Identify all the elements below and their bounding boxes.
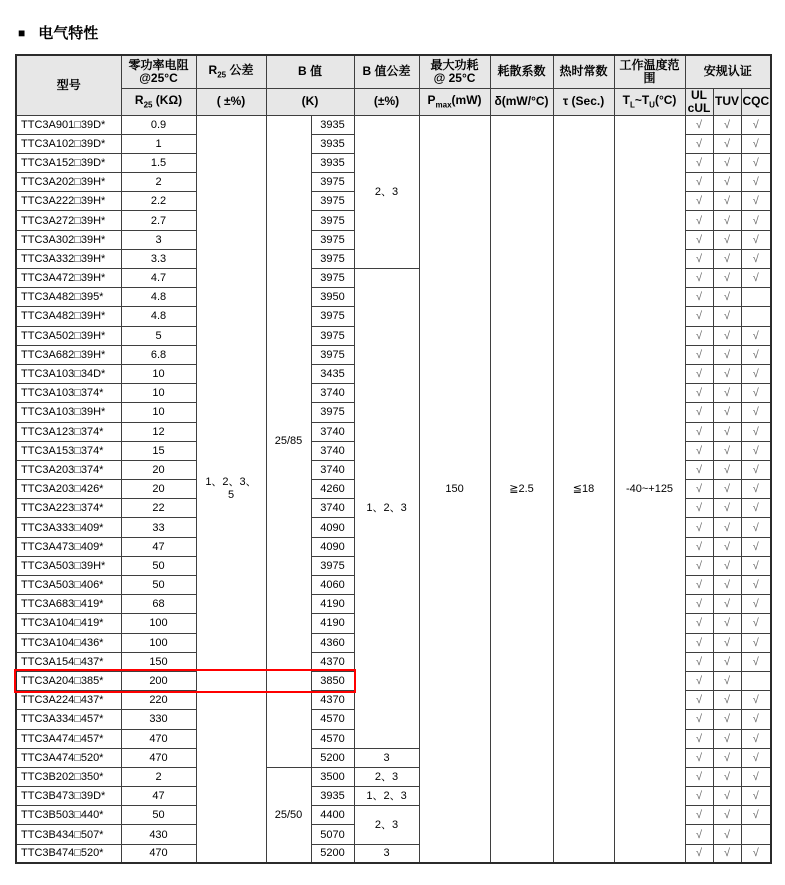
cert-cqc-cell: √ [741,269,771,288]
cert-tuv-cell: √ [713,787,741,806]
b-value-cell: 4090 [311,537,354,556]
r25-cell: 200 [121,671,196,690]
cert-tuv-cell: √ [713,844,741,863]
r25-cell: 50 [121,576,196,595]
cert-ul-cell: √ [685,460,713,479]
cert-cqc-cell [741,671,771,690]
table-row [16,115,771,134]
b-value-cell: 3975 [311,192,354,211]
b-value-cell: 4370 [311,652,354,671]
cert-ul-cell: √ [685,134,713,153]
b-value-cell: 4090 [311,518,354,537]
r25-cell: 150 [121,652,196,671]
model-cell: TTC3A272□39H* [16,211,121,230]
cert-ul-cell: √ [685,595,713,614]
r25-cell: 430 [121,825,196,844]
cert-cqc-cell: √ [741,729,771,748]
col-subheader-b-tol-unit: (±%) [354,88,419,115]
model-cell: TTC3A223□374* [16,499,121,518]
model-cell: TTC3A102□39D* [16,134,121,153]
r25-cell: 330 [121,710,196,729]
r25-cell: 10 [121,364,196,383]
cert-ul-cell: √ [685,671,713,690]
b-value-cell: 3740 [311,384,354,403]
header-row-groups [16,55,771,88]
r25-cell: 2.7 [121,211,196,230]
r25-cell: 470 [121,729,196,748]
cert-cqc-cell: √ [741,691,771,710]
cert-ul-cell: √ [685,614,713,633]
b-value-cell: 3975 [311,230,354,249]
r25-cell: 1 [121,134,196,153]
temp-range-cell: -40~+125 [614,115,685,863]
model-cell: TTC3A474□520* [16,748,121,767]
cert-ul-cell: √ [685,115,713,134]
cert-ul-cell: √ [685,787,713,806]
model-cell: TTC3A154□437* [16,652,121,671]
cert-ul-cell: √ [685,173,713,192]
cert-tuv-cell: √ [713,230,741,249]
col-header-model: 型号 [16,55,121,115]
cert-tuv-cell: √ [713,806,741,825]
cert-ul-cell: √ [685,518,713,537]
r25-cell: 22 [121,499,196,518]
model-cell: TTC3A204□385* [16,671,121,690]
page-title [18,22,98,43]
cert-tuv-cell: √ [713,403,741,422]
cert-ul-cell: √ [685,345,713,364]
col-subheader-ul-cul: UL cUL [685,88,713,115]
b-value-cell: 4190 [311,595,354,614]
col-subheader-dissipation-unit: δ(mW/°C) [490,88,553,115]
cert-cqc-cell: √ [741,441,771,460]
r25-cell: 100 [121,614,196,633]
model-cell: TTC3A103□374* [16,384,121,403]
model-cell: TTC3A901□39D* [16,115,121,134]
cert-ul-cell: √ [685,556,713,575]
pmax-line1: 最大功耗 [430,57,479,72]
cert-tuv-cell: √ [713,460,741,479]
r25-cell: 4.8 [121,288,196,307]
b-tolerance-cell: 2、3 [354,767,419,786]
r25-cell: 2.2 [121,192,196,211]
model-cell: TTC3A103□34D* [16,364,121,383]
r25-cell: 6.8 [121,345,196,364]
cert-tuv-cell: √ [713,633,741,652]
cert-tuv-cell: √ [713,269,741,288]
r25-cell: 47 [121,787,196,806]
model-cell: TTC3A503□39H* [16,556,121,575]
r25-cell: 100 [121,633,196,652]
r25-cell: 68 [121,595,196,614]
cert-cqc-cell: √ [741,844,771,863]
model-cell: TTC3A332□39H* [16,249,121,268]
pmax-cell: 150 [419,115,490,863]
cert-cqc-cell: √ [741,556,771,575]
cert-ul-cell: √ [685,729,713,748]
cert-ul-cell: √ [685,269,713,288]
b-value-cell: 4360 [311,633,354,652]
b-value-cell: 3950 [311,288,354,307]
col-header-cert: 安规认证 [685,55,771,88]
cert-tuv-cell: √ [713,288,741,307]
cert-ul-cell: √ [685,364,713,383]
cert-ul-cell: √ [685,192,713,211]
model-cell: TTC3A503□406* [16,576,121,595]
model-cell: TTC3B474□520* [16,844,121,863]
cert-cqc-cell: √ [741,192,771,211]
r25-cell: 470 [121,844,196,863]
col-subheader-b-unit: (K) [266,88,354,115]
cert-ul-cell: √ [685,767,713,786]
b-value-cell: 3740 [311,422,354,441]
cert-cqc-cell: √ [741,595,771,614]
b-tolerance-cell: 1、2、3 [354,269,419,749]
pmax-line2: @ 25°C [433,70,476,85]
r25-tolerance-cell: 1、2、3、5 [196,115,266,863]
cert-tuv-cell: √ [713,556,741,575]
cert-cqc-cell: √ [741,230,771,249]
cert-ul-cell: √ [685,288,713,307]
r25-cell: 5 [121,326,196,345]
cert-ul-cell: √ [685,153,713,172]
b-tolerance-cell: 1、2、3 [354,787,419,806]
cert-tuv-cell: √ [713,211,741,230]
model-cell: TTC3A502□39H* [16,326,121,345]
b-tolerance-cell: 3 [354,748,419,767]
cert-tuv-cell: √ [713,518,741,537]
col-header-b-value: B 值 [266,55,354,88]
cert-cqc-cell: √ [741,460,771,479]
b-value-cell: 3850 [311,671,354,690]
b-value-cell: 4260 [311,480,354,499]
model-cell: TTC3A482□39H* [16,307,121,326]
b-value-cell: 3740 [311,441,354,460]
b-value-cell: 5070 [311,825,354,844]
cert-tuv-cell: √ [713,441,741,460]
b-value-cell: 3935 [311,115,354,134]
cert-cqc-cell: √ [741,518,771,537]
cert-ul-cell: √ [685,537,713,556]
cert-tuv-cell: √ [713,134,741,153]
cert-cqc-cell: √ [741,787,771,806]
cert-cqc-cell [741,288,771,307]
b-value-cell: 4570 [311,729,354,748]
cert-cqc-cell: √ [741,652,771,671]
model-cell: TTC3A123□374* [16,422,121,441]
b-value-cell: 3740 [311,499,354,518]
zero-power-line2: @25°C [139,70,178,85]
cert-cqc-cell: √ [741,345,771,364]
b-value-cell: 4570 [311,710,354,729]
zero-power-line1: 零功率电阻 [128,57,189,72]
cert-cqc-cell: √ [741,173,771,192]
col-header-dissipation: 耗散系数 [490,55,553,88]
b-value-cell: 3935 [311,134,354,153]
cert-ul-cell: √ [685,806,713,825]
r25-cell: 1.5 [121,153,196,172]
cert-ul-cell: √ [685,403,713,422]
model-cell: TTC3A683□419* [16,595,121,614]
b-value-cell: 3975 [311,269,354,288]
b-value-cell: 3975 [311,307,354,326]
b-value-cell: 3975 [311,211,354,230]
cert-cqc-cell [741,825,771,844]
cert-ul-cell: √ [685,748,713,767]
col-header-temp-range: 工作温度范围 [614,55,685,88]
cert-cqc-cell: √ [741,211,771,230]
b-value-cell: 3975 [311,556,354,575]
b-tolerance-cell: 2、3 [354,115,419,269]
r25-cell: 3.3 [121,249,196,268]
cert-ul-cell: √ [685,499,713,518]
cert-tuv-cell: √ [713,249,741,268]
r25-cell: 50 [121,806,196,825]
cert-ul-cell: √ [685,211,713,230]
b-value-cell: 3975 [311,173,354,192]
cert-cqc-cell [741,307,771,326]
b-value-cell: 5200 [311,748,354,767]
b-value-cell: 3975 [311,326,354,345]
cert-tuv-cell: √ [713,614,741,633]
model-cell: TTC3A682□39H* [16,345,121,364]
model-cell: TTC3A103□39H* [16,403,121,422]
cert-tuv-cell: √ [713,384,741,403]
cert-ul-cell: √ [685,576,713,595]
cert-cqc-cell: √ [741,115,771,134]
model-cell: TTC3A334□457* [16,710,121,729]
cert-cqc-cell: √ [741,767,771,786]
col-subheader-thermal-unit: τ (Sec.) [553,88,614,115]
model-cell: TTC3A482□395* [16,288,121,307]
cert-tuv-cell: √ [713,192,741,211]
cert-tuv-cell: √ [713,710,741,729]
col-header-r25-tolerance: $R_{25}$ 公差 [196,55,266,88]
b-value-cell: 3935 [311,153,354,172]
cert-cqc-cell: √ [741,710,771,729]
cert-cqc-cell: √ [741,806,771,825]
cert-ul-cell: √ [685,633,713,652]
cert-tuv-cell: √ [713,729,741,748]
cert-ul-cell: √ [685,441,713,460]
cert-tuv-cell: √ [713,307,741,326]
cert-cqc-cell: √ [741,422,771,441]
col-subheader-cqc: CQC [741,88,771,115]
col-subheader-pmax-unit: $P_{max}(mW)$ [419,88,490,115]
cert-tuv-cell: √ [713,748,741,767]
header-row-units [16,88,771,115]
cert-cqc-cell: √ [741,480,771,499]
r25-cell: 33 [121,518,196,537]
b-value-cell: 3435 [311,364,354,383]
col-subheader-r25-tol-unit: ( ±%) [196,88,266,115]
electrical-characteristics-table [15,54,772,864]
dissipation-cell: ≧2.5 [490,115,553,863]
cert-tuv-cell: √ [713,576,741,595]
cert-cqc-cell: √ [741,134,771,153]
b-value-cell: 3975 [311,249,354,268]
col-subheader-tuv: TUV [713,88,741,115]
square-bullet-icon: ■ [18,25,26,40]
r25-cell: 20 [121,480,196,499]
r25-cell: 4.7 [121,269,196,288]
page-title-text: 电气特性 [38,25,99,42]
col-header-zero-power [121,55,196,88]
model-cell: TTC3B202□350* [16,767,121,786]
model-cell: TTC3A302□39H* [16,230,121,249]
r25-cell: 4.8 [121,307,196,326]
r25-cell: 15 [121,441,196,460]
cert-cqc-cell: √ [741,326,771,345]
b-value-cell: 3500 [311,767,354,786]
model-cell: TTC3A473□409* [16,537,121,556]
model-cell: TTC3A202□39H* [16,173,121,192]
cert-cqc-cell: √ [741,748,771,767]
col-subheader-r25-unit: $R_{25}$ (KΩ) [121,88,196,115]
b-value-cell: 3740 [311,460,354,479]
cert-ul-cell: √ [685,249,713,268]
cert-ul-cell: √ [685,230,713,249]
cert-ul-cell: √ [685,825,713,844]
col-header-b-tolerance: B 值公差 [354,55,419,88]
b-value-cell: 3975 [311,345,354,364]
r25-cell: 10 [121,384,196,403]
b-value-cell: 3975 [311,403,354,422]
b-value-cell: 4370 [311,691,354,710]
cert-ul-cell: √ [685,691,713,710]
r25-cell: 2 [121,173,196,192]
cert-tuv-cell: √ [713,595,741,614]
cert-tuv-cell: √ [713,691,741,710]
r25-cell: 2 [121,767,196,786]
cert-tuv-cell: √ [713,767,741,786]
b-ref-temp-cell: 25/50 [266,767,311,863]
model-cell: TTC3A222□39H* [16,192,121,211]
cert-tuv-cell: √ [713,173,741,192]
model-cell: TTC3A104□419* [16,614,121,633]
thermal-constant-cell: ≦18 [553,115,614,863]
cert-cqc-cell: √ [741,249,771,268]
cert-tuv-cell: √ [713,671,741,690]
model-cell: TTC3A224□437* [16,691,121,710]
cert-ul-cell: √ [685,480,713,499]
model-cell: TTC3A333□409* [16,518,121,537]
model-cell: TTC3A474□457* [16,729,121,748]
model-cell: TTC3A472□39H* [16,269,121,288]
model-cell: TTC3B434□507* [16,825,121,844]
cert-tuv-cell: √ [713,480,741,499]
b-value-cell: 4060 [311,576,354,595]
cert-tuv-cell: √ [713,499,741,518]
r25-cell: 220 [121,691,196,710]
cert-ul-cell: √ [685,844,713,863]
r25-cell: 10 [121,403,196,422]
cert-cqc-cell: √ [741,614,771,633]
r25-cell: 50 [121,556,196,575]
cert-cqc-cell: √ [741,153,771,172]
b-value-cell: 5200 [311,844,354,863]
r25-cell: 470 [121,748,196,767]
b-ref-temp-cell: 25/85 [266,115,311,767]
cert-tuv-cell: √ [713,825,741,844]
cert-ul-cell: √ [685,710,713,729]
model-cell: TTC3B503□440* [16,806,121,825]
model-cell: TTC3A104□436* [16,633,121,652]
cert-tuv-cell: √ [713,115,741,134]
table-body [16,115,771,863]
cert-tuv-cell: √ [713,537,741,556]
r25-cell: 0.9 [121,115,196,134]
b-value-cell: 3935 [311,787,354,806]
cert-tuv-cell: √ [713,422,741,441]
cert-ul-cell: √ [685,307,713,326]
cert-ul-cell: √ [685,384,713,403]
r25-cell: 12 [121,422,196,441]
cert-tuv-cell: √ [713,326,741,345]
col-header-thermal: 热时常数 [553,55,614,88]
model-cell: TTC3A152□39D* [16,153,121,172]
cert-cqc-cell: √ [741,633,771,652]
b-value-cell: 4400 [311,806,354,825]
cert-ul-cell: √ [685,422,713,441]
cert-ul-cell: √ [685,326,713,345]
cert-ul-cell: √ [685,652,713,671]
r25-cell: 3 [121,230,196,249]
cert-cqc-cell: √ [741,499,771,518]
table-header [16,55,771,115]
cert-tuv-cell: √ [713,364,741,383]
r25-cell: 47 [121,537,196,556]
col-header-pmax [419,55,490,88]
cert-cqc-cell: √ [741,364,771,383]
cert-cqc-cell: √ [741,537,771,556]
b-value-cell: 4190 [311,614,354,633]
model-cell: TTC3B473□39D* [16,787,121,806]
cert-tuv-cell: √ [713,345,741,364]
r25-cell: 20 [121,460,196,479]
col-subheader-temp-unit: $T_L\sim T_U(^\circ C)$ [614,88,685,115]
b-tolerance-cell: 3 [354,844,419,863]
model-cell: TTC3A153□374* [16,441,121,460]
cert-cqc-cell: √ [741,384,771,403]
cert-tuv-cell: √ [713,652,741,671]
cert-cqc-cell: √ [741,403,771,422]
cert-cqc-cell: √ [741,576,771,595]
cert-tuv-cell: √ [713,153,741,172]
model-cell: TTC3A203□426* [16,480,121,499]
b-tolerance-cell: 2、3 [354,806,419,844]
model-cell: TTC3A203□374* [16,460,121,479]
